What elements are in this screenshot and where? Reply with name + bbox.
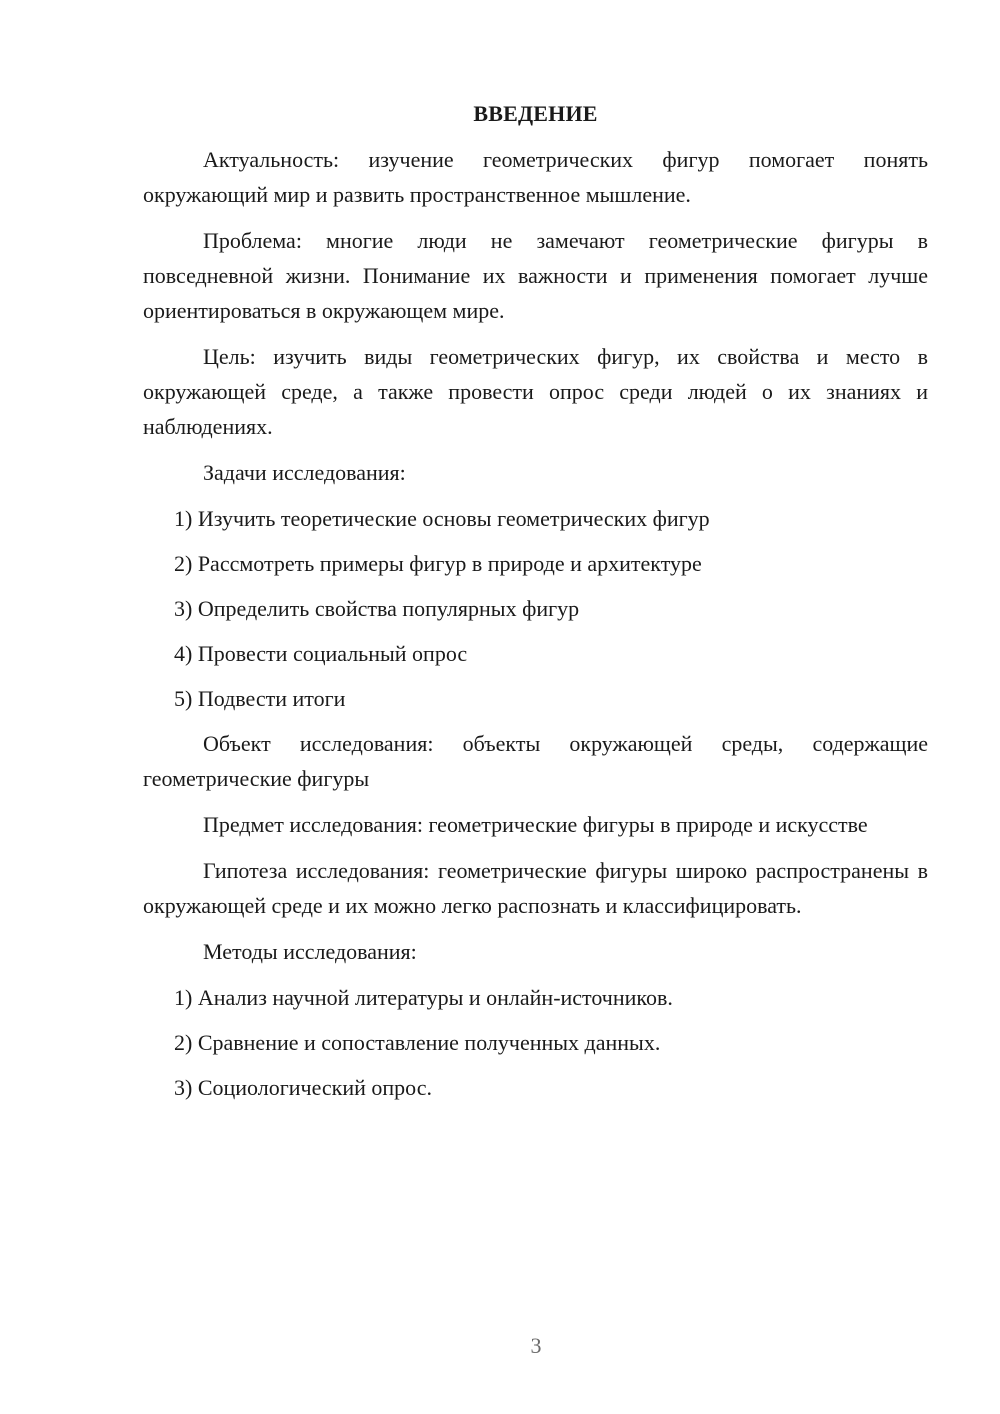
list-item: 2) Сравнение и сопоставление полученных данных. [174,1030,661,1055]
paragraph-goal: Цель: изучить виды геометрических фигур, их свойства и место в окружающей среде, а также провести опрос среди людей о их знаниях и наблюдениях. [143,344,928,439]
paragraph-problem: Проблема: многие люди не замечают геометрические фигуры в повседневной жизни. Понимание их важности и применения помогает лучше ориентироваться в окружающем мире. [143,228,928,323]
paragraph-relevance: Актуальность: изучение геометрических фигур помогает понять окружающий мир и развить пространственное мышление. [143,147,928,207]
document-title: ВВЕДЕНИЕ [473,101,598,126]
list-item: 4) Провести социальный опрос [174,641,468,666]
paragraph-hypothesis: Гипотеза исследования: геометрические фигуры широко распространены в окружающей среде и их можно легко распознать и классифицировать. [143,858,928,918]
methods-heading: Методы исследования: [203,939,417,964]
paragraph-subject: Предмет исследования: геометрические фигуры в природе и искусстве [203,812,868,837]
list-item: 3) Социологический опрос. [174,1075,432,1100]
list-item: 1) Анализ научной литературы и онлайн-источников. [174,985,673,1010]
page-number: 3 [530,1333,542,1358]
list-item: 2) Рассмотреть примеры фигур в природе и архитектуре [174,551,702,576]
list-item: 5) Подвести итоги [174,686,346,711]
tasks-heading: Задачи исследования: [203,460,406,485]
document-body [143,96,928,1115]
list-item: 3) Определить свойства популярных фигур [174,596,580,621]
tasks-list [143,501,928,716]
methods-list [143,980,928,1105]
list-item: 1) Изучить теоретические основы геометрических фигур [174,506,710,531]
paragraph-object: Объект исследования: объекты окружающей среды, содержащие геометрические фигуры [143,731,928,791]
